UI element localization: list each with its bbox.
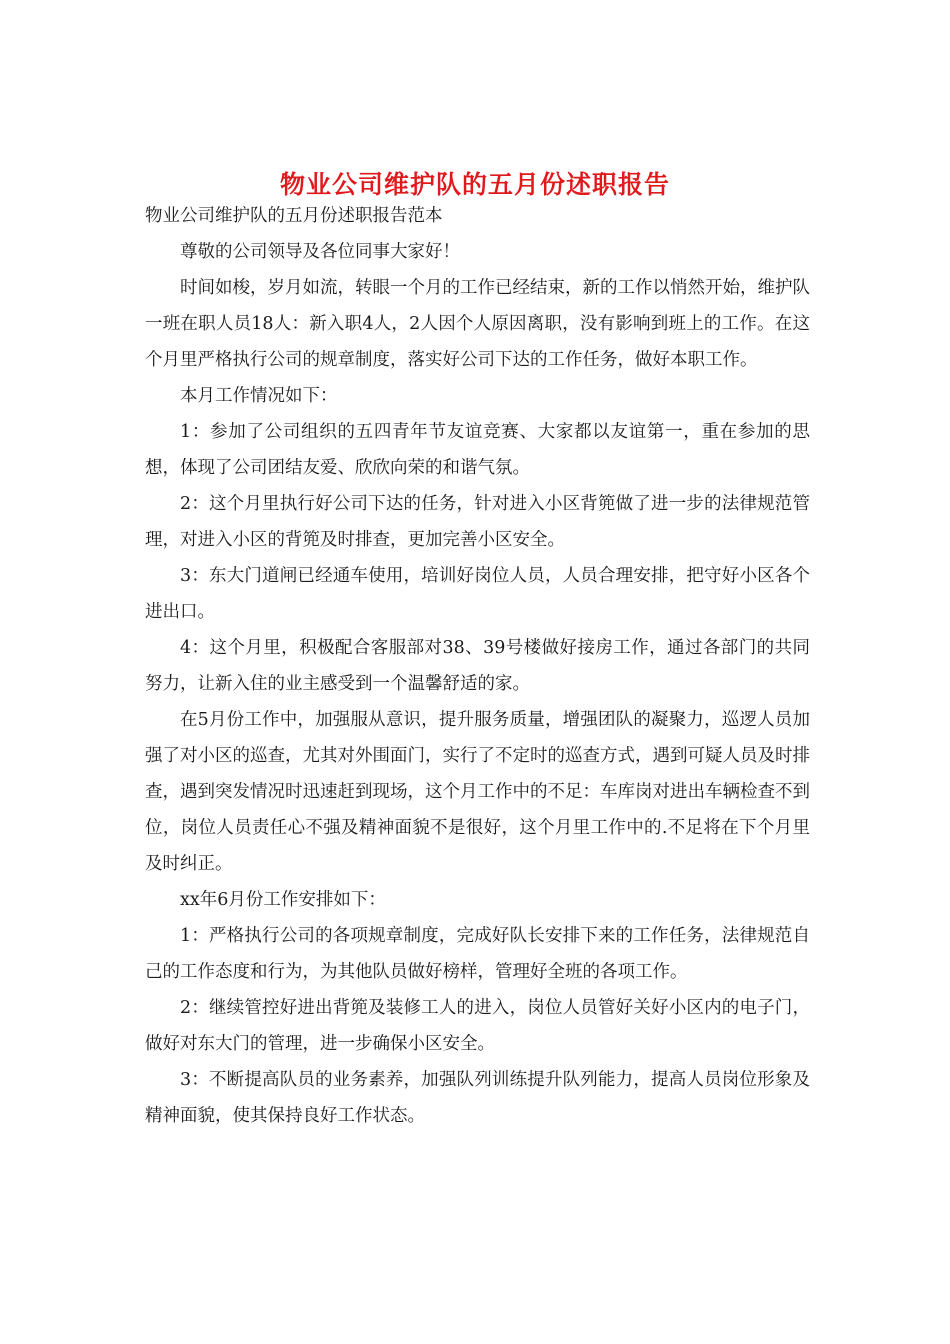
paragraph-plan-item-1: 1：严格执行公司的各项规章制度，完成好队长安排下来的工作任务，法律规范自己的工作态度和行为，为其他队员做好榜样，管理好全班的各项工作。	[145, 926, 810, 982]
paragraph-work-item-2: 2：这个月里执行好公司下达的任务，针对进入小区背篼做了进一步的法律规范管理，对进入小区的背篼及时排查，更加完善小区安全。	[145, 494, 810, 550]
document-subtitle: 物业公司维护队的五月份述职报告范本	[145, 206, 443, 226]
document-body	[145, 198, 810, 1134]
paragraph-summary: 在5月份工作中，加强服从意识，提升服务质量，增强团队的凝聚力，巡逻人员加强了对小区的巡查，尤其对外围面门，实行了不定时的巡查方式，遇到可疑人员及时排查，遇到突发情况时迅速赶到现场，这个月工作中的不足：车库岗对进出车辆检查不到位，岗位人员责任心不强及精神面貌不是很好，这个月里工作中的.不足将在下个月里及时纠正。	[145, 710, 810, 874]
paragraph-work-item-3: 3：东大门道闸已经通车使用，培训好岗位人员，人员合理安排，把守好小区各个进出口。	[145, 566, 810, 622]
paragraph-work-heading: 本月工作情况如下：	[180, 386, 338, 406]
paragraph-work-item-4: 4：这个月里，积极配合客服部对38、39号楼做好接房工作，通过各部门的共同努力，让新入住的业主感受到一个温馨舒适的家。	[145, 638, 810, 694]
paragraph-greeting: 尊敬的公司领导及各位同事大家好！	[180, 242, 460, 262]
paragraph-work-item-1: 1：参加了公司组织的五四青年节友谊竞赛、大家都以友谊第一，重在参加的思想，体现了公司团结友爱、欣欣向荣的和谐气氛。	[145, 422, 810, 478]
paragraph-plan-item-2: 2：继续管控好进出背篼及装修工人的进入，岗位人员管好关好小区内的电子门，做好对东大门的管理，进一步确保小区安全。	[145, 998, 810, 1054]
paragraph-intro: 时间如梭，岁月如流，转眼一个月的工作已经结束，新的工作以悄然开始，维护队一班在职人员18人：新入职4人，2人因个人原因离职，没有影响到班上的工作。在这个月里严格执行公司的规章制度，落实好公司下达的工作任务，做好本职工作。	[145, 278, 810, 370]
document-title: 物业公司维护队的五月份述职报告	[279, 169, 670, 199]
paragraph-plan-heading: xx年6月份工作安排如下：	[180, 890, 386, 910]
paragraph-plan-item-3: 3：不断提高队员的业务素养，加强队列训练提升队列能力，提高人员岗位形象及精神面貌，使其保持良好工作状态。	[145, 1070, 810, 1126]
